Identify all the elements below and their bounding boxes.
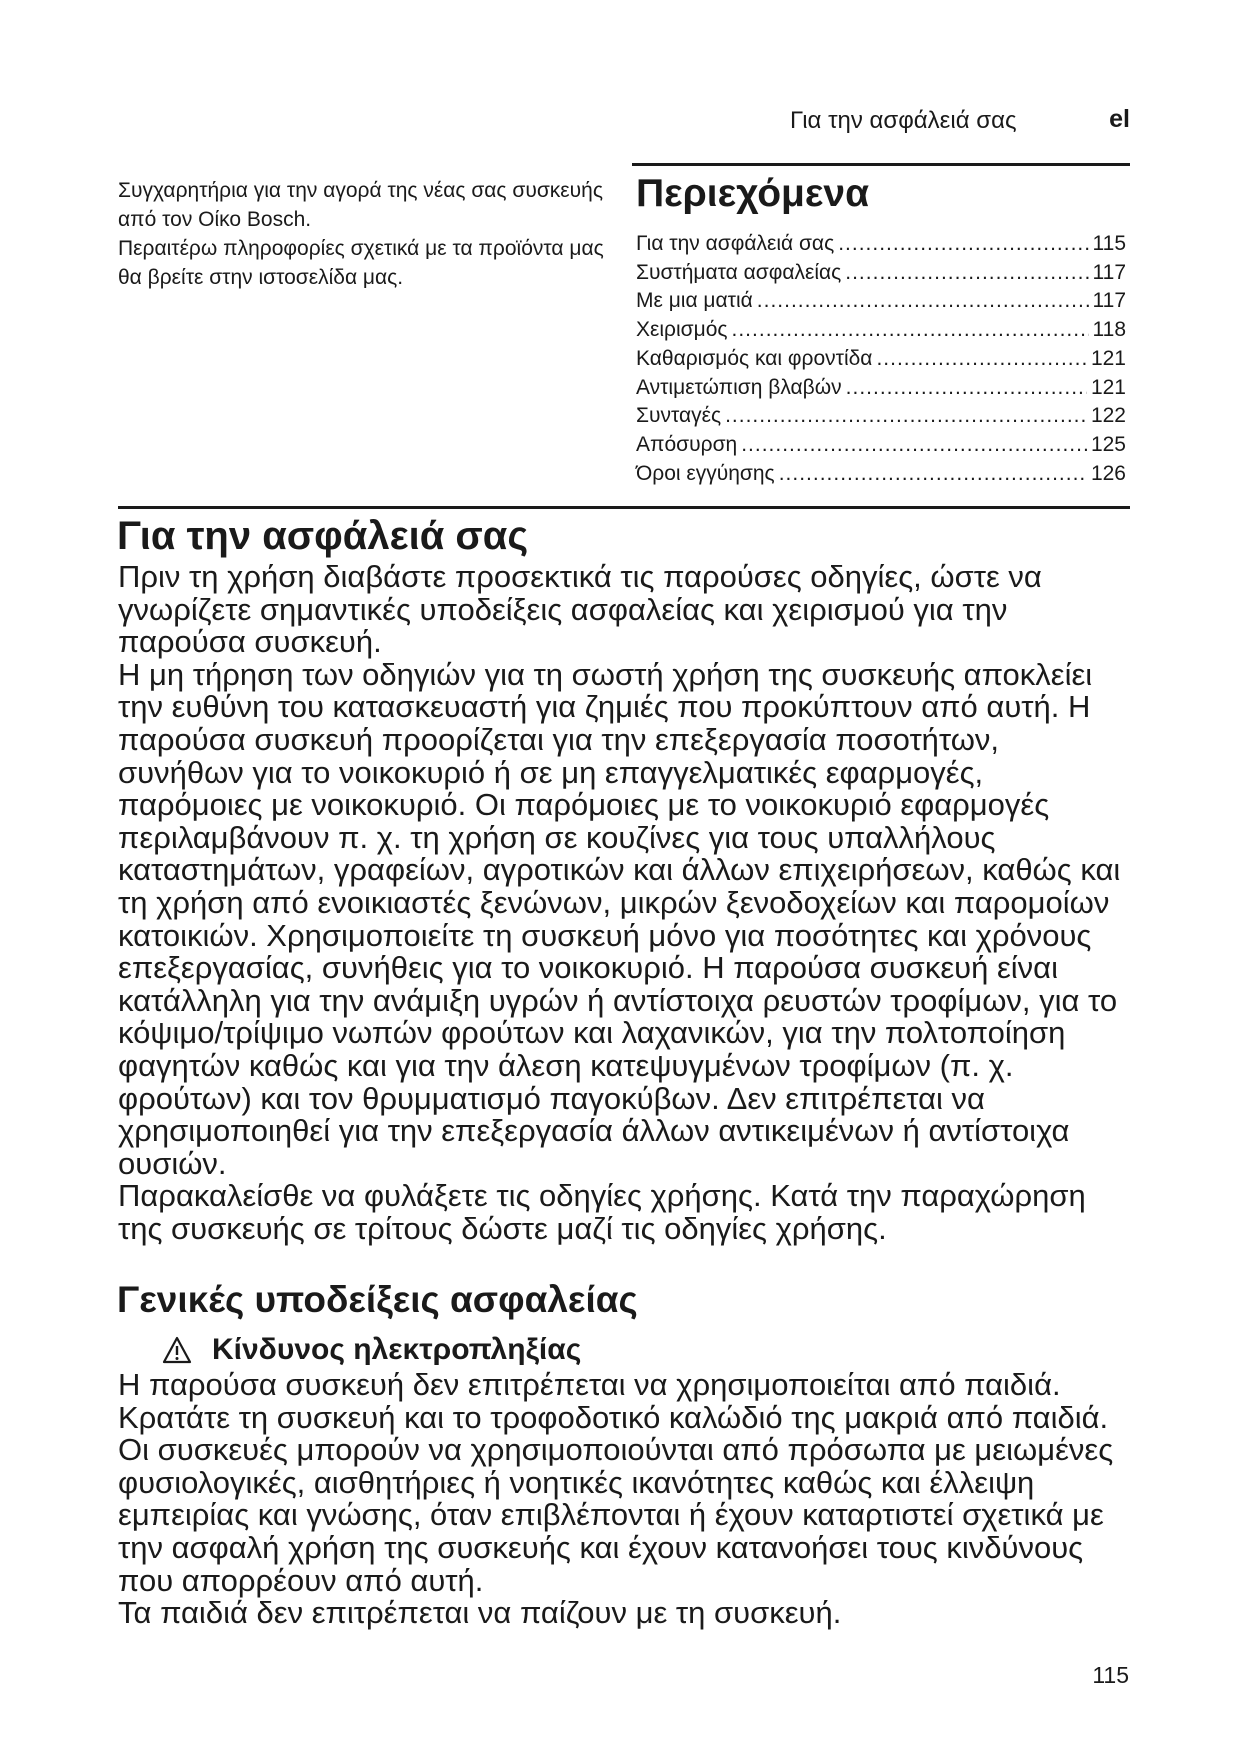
toc-item-page: 117 [1092, 289, 1126, 313]
toc-item-label: Αντιμετώπιση βλαβών [636, 375, 842, 399]
body-paragraph: Παρακαλείσθε να φυλάξετε τις οδηγίες χρήσης. Κατά την παραχώρηση της συσκευής σε τρίτους δώστε μαζί τις οδηγίες χρήσης. [118, 1178, 1086, 1246]
toc-item-page: 121 [1090, 346, 1126, 370]
toc-item-page: 115 [1092, 232, 1126, 255]
toc-item-page: 125 [1090, 432, 1126, 456]
toc-item-page: 121 [1090, 375, 1126, 399]
toc-item-page: 117 [1092, 260, 1126, 284]
toc-item-label: Όροι εγγύησης [636, 461, 775, 485]
toc-item-page: 126 [1090, 461, 1126, 485]
toc-leader [846, 374, 1087, 403]
warning-triangle-icon [162, 1336, 192, 1364]
body-paragraph: Η παρούσα συσκευή δεν επιτρέπεται να χρησιμοποιείται από παιδιά. Κρατάτε τη συσκευή και το τροφοδοτικό καλώδιό της μακριά από παιδιά. Οι συσκευές μπορούν να χρησιμοποιούνται από πρόσωπα με μειωμένες φυσιολογικές, αισθητήριες ή νοητικές ικανότητες καθώς και έλλειψη εμπειρίας και γνώσης, όταν επιβλέπονται ή έχουν καταρτιστεί σχετικά με την ασφαλή χρήση της συσκευής και έχουν κατανοήσει τους κινδύνους που απορρέουν από αυτή. [118, 1367, 1114, 1598]
page-number: 115 [1092, 1662, 1129, 1688]
toc-item[interactable] [636, 374, 1126, 403]
toc-leader [732, 316, 1089, 345]
language-code: el [1109, 105, 1130, 133]
section-divider [118, 506, 1130, 509]
toc-item-page: 122 [1090, 404, 1126, 428]
header-section-title: Για την ασφάλειά σας [790, 107, 1017, 134]
toc-item-label: Χειρισμός [636, 318, 728, 342]
toc-leader [845, 259, 1088, 288]
toc-item-label: Απόσυρση [636, 432, 738, 456]
toc-item[interactable] [636, 316, 1126, 345]
intro-paragraph: Συγχαρητήρια για την αγορά της νέας σας συσκευής από τον Οίκο Bosch. [118, 179, 603, 231]
toc-leader [876, 345, 1087, 374]
toc-leader [725, 402, 1087, 431]
toc-item-label: Για την ασφάλειά σας [636, 232, 835, 255]
toc-leader [741, 431, 1087, 460]
intro-text [118, 176, 618, 292]
toc-item[interactable] [636, 287, 1126, 316]
safety-heading: Για την ασφάλειά σας [117, 514, 529, 558]
toc-title: Περιεχόμενα [636, 172, 870, 215]
body-paragraph: Πριν τη χρήση διαβάστε προσεκτικά τις παρούσες οδηγίες, ώστε να γνωρίζετε σημαντικές υποδείξεις ασφαλείας και χειρισμού για την παρούσα συσκευή. [118, 559, 1042, 660]
toc-item[interactable] [636, 431, 1126, 460]
toc-item[interactable] [636, 345, 1126, 374]
toc-leader [838, 230, 1088, 259]
toc-item-label: Συνταγές [636, 404, 722, 428]
toc-item-label: Με μια ματιά [636, 289, 753, 313]
safety-body [118, 561, 1133, 1245]
toc-divider [632, 163, 1130, 166]
toc-item[interactable] [636, 259, 1126, 288]
toc-leader [779, 460, 1087, 489]
toc-leader [757, 287, 1089, 316]
general-safety-body [118, 1369, 1133, 1630]
toc-item-label: Συστήματα ασφαλείας [636, 260, 842, 284]
toc-item[interactable] [636, 402, 1126, 431]
running-header [790, 103, 1130, 139]
warning-heading [162, 1331, 581, 1369]
toc-item[interactable] [636, 230, 1126, 259]
table-of-contents [636, 230, 1126, 488]
body-paragraph: Η μη τήρηση των οδηγιών για τη σωστή χρήση της συσκευής αποκλείει την ευθύνη του κατασκευαστή για ζημιές που προκύπτουν από αυτή. Η παρούσα συσκευή προορίζεται για την επεξεργασία ποσοτήτων, συνήθων για το νοικοκυριό ή σε μη επαγγελματικές εφαρμογές, παρόμοιες με νοικοκυριό. Οι παρόμοιες με το νοικοκυριό εφαρμογές περιλαμβάνουν π. χ. τη χρήση σε κουζίνες για τους υπαλλήλους καταστημάτων, γραφείων, αγροτικών και άλλων επιχειρήσεων, καθώς και τη χρήση από ενοικιαστές ξενώνων, μικρών ξενοδοχείων και παρομοίων κατοικιών. Χρησιμοποιείτε τη συσκευή μόνο για ποσότητες και χρόνους επεξεργασίας, συνήθεις για το νοικοκυριό. Η παρούσα συσκευή είναι κατάλληλη για την ανάμιξη υγρών ή αντίστοιχα ρευστών τροφίμων, για το κόψιμο/τρίψιμο νωπών φρούτων και λαχανικών, για την πολτοποίηση φαγητών καθώς και για την άλεση κατεψυγμένων τροφίμων (π. χ. φρούτων) και τον θρυμματισμό παγοκύβων. Δεν επιτρέπεται να χρησιμοποιηθεί για την επεξεργασία άλλων αντικειμένων ή αντίστοιχα ουσιών. [118, 656, 1121, 1181]
body-paragraph: Τα παιδιά δεν επιτρέπεται να παίζουν με τη συσκευή. [118, 1595, 842, 1631]
general-safety-heading: Γενικές υποδείξεις ασφαλείας [117, 1279, 638, 1320]
toc-item-page: 118 [1092, 318, 1126, 342]
toc-item[interactable] [636, 460, 1126, 489]
intro-paragraph: Περαιτέρω πληροφορίες σχετικά με τα προϊόντα μας θα βρείτε στην ιστοσελίδα μας. [118, 237, 604, 289]
warning-title: Κίνδυνος ηλεκτροπληξίας [212, 1333, 582, 1366]
toc-item-label: Καθαρισμός και φροντίδα [636, 346, 873, 370]
